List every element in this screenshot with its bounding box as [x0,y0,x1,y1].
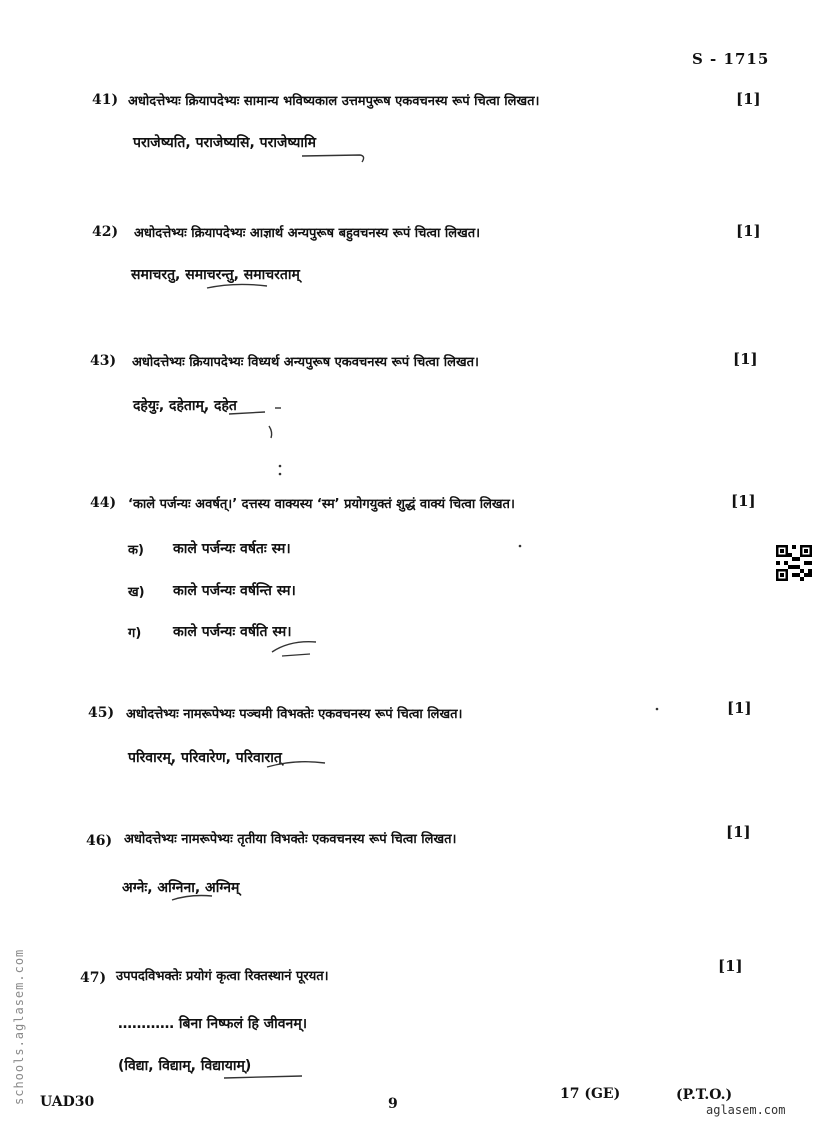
pen-underline [205,276,275,296]
question-number: 41) [92,92,119,108]
question-text: अधोदत्तेभ्यः नामरूपेभ्यः तृतीया विभक्तेः एकवचनस्य रूपं चित्वा लिखत। [124,832,457,847]
footer-code: UAD30 [40,1094,95,1110]
question-marks: [1] [733,350,758,368]
question-text: अधोदत्तेभ्यः क्रियापदेभ्यः सामान्य भविष्यकाल उत्तमपुरूष एकवचनस्य रूपं चित्वा लिखत। [128,94,540,109]
page-number: 9 [388,1096,398,1112]
answer-text: पराजेष्यति, पराजेष्यसि, पराजेष्यामि [133,135,317,151]
question-text: अधोदत्तेभ्यः नामरूपेभ्यः पञ्चमी विभक्तेः एकवचनस्य रूपं चित्वा लिखत। [126,707,463,722]
answer-text: परिवारम्, परिवारेण, परिवारात् [128,750,282,766]
question-text: ‘काले पर्जन्यः अवर्षत्।’ दत्तस्य वाक्यस्य ‘स्म’ प्रयोगयुक्तं शुद्धं वाक्यं चित्वा लिखत। [128,497,515,512]
option-text: काले पर्जन्यः वर्षति स्म। [173,624,292,640]
option-text: काले पर्जन्यः वर्षन्ति स्म। [173,583,296,599]
option-label: ग) [128,626,142,641]
word-choices: (विद्या, विद्याम्, विद्यायाम्) [118,1058,252,1074]
blank-sentence: ………… बिना निष्फलं हि जीवनम्। [118,1016,308,1032]
question-number: 44) [90,495,117,511]
question-number: 47) [80,970,107,986]
question-number: 45) [88,705,115,721]
paper-code: S - 1715 [692,50,770,68]
question-number: 43) [90,353,117,369]
question-marks: [1] [736,222,761,240]
answer-text: दहेयुः, दहेताम्, दहेत [133,398,237,414]
question-marks: [1] [726,823,751,841]
option-label: क) [128,543,144,558]
answer-text: अग्नेः, अग्निना, अग्निम् [122,880,240,896]
question-text: अधोदत्तेभ्यः क्रियापदेभ्यः विध्यर्थ अन्यपुरूष एकवचनस्य रूपं चित्वा लिखत। [132,355,479,370]
answer-text: समाचरतु, समाचरन्तु, समाचरताम् [131,267,300,283]
qr-code-icon [776,545,812,581]
pen-underline [222,1066,312,1086]
pen-underline [270,632,330,662]
pen-marks [225,400,295,490]
option-label: ख) [128,585,145,600]
question-number: 42) [92,224,119,240]
pen-underline [170,890,220,906]
footer-pto: (P.T.O.) [676,1087,733,1103]
question-text: अधोदत्तेभ्यः क्रियापदेभ्यः आज्ञार्थ अन्यपुरूष बहुवचनस्य रूपं चित्वा लिखत। [134,226,481,241]
question-marks: [1] [731,492,756,510]
stray-dot [518,544,524,550]
side-watermark: schools.aglasem.com [12,948,26,1105]
question-marks: [1] [727,699,752,717]
option-text: काले पर्जन्यः वर्षतः स्म। [173,541,291,557]
question-marks: [1] [718,957,743,975]
question-text: उपपदविभक्तेः प्रयोगं कृत्वा रिक्तस्थानं पूरयत। [116,969,329,984]
footer-watermark: aglasem.com [706,1103,786,1117]
pen-underline [300,146,370,166]
question-marks: [1] [736,90,761,108]
stray-dot [655,707,661,713]
pen-underline [265,755,335,775]
question-number: 46) [86,833,113,849]
footer-series: 17 (GE) [560,1086,621,1102]
